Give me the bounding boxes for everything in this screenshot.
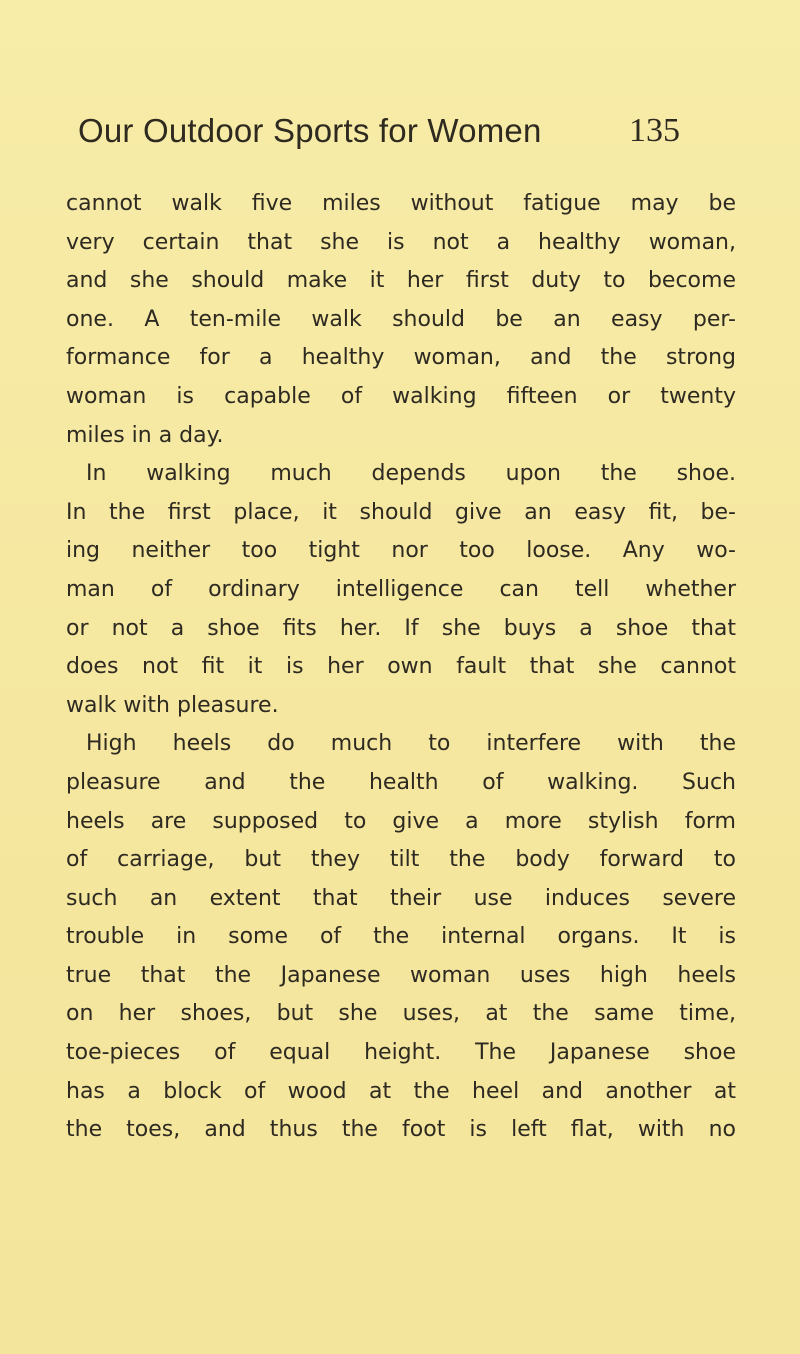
text-line: In walking much depends upon the shoe. (86, 461, 736, 487)
text-line: very certain that she is not a healthy woman, (66, 229, 736, 255)
text-line: such an extent that their use induces severe (66, 885, 736, 911)
text-line: miles in a day. (66, 422, 224, 448)
text-line: formance for a healthy woman, and the strong (66, 345, 736, 371)
page-number: 135 (629, 112, 680, 149)
text-line: woman is capable of walking fifteen or twenty (66, 383, 736, 409)
text-line: heels are supposed to give a more stylish form (66, 808, 736, 834)
text-line: In the first place, it should give an easy fit, be- (66, 499, 736, 525)
running-header (78, 112, 738, 164)
body-text (66, 185, 736, 1150)
text-line: trouble in some of the internal organs. It is (66, 924, 736, 950)
text-line: High heels do much to interfere with the (86, 731, 736, 757)
text-line: on her shoes, but she uses, at the same time, (66, 1001, 736, 1027)
text-line: ing neither too tight nor too loose. Any wo- (66, 538, 736, 564)
text-line: has a block of wood at the heel and another at (66, 1078, 736, 1104)
text-line: cannot walk five miles without fatigue may be (66, 191, 736, 216)
text-line: does not fit it is her own fault that she cannot (66, 654, 736, 680)
text-line: pleasure and the health of walking. Such (66, 769, 736, 795)
text-line: walk with pleasure. (66, 692, 279, 718)
text-line: one. A ten-mile walk should be an easy per- (66, 306, 736, 332)
text-line: the toes, and thus the foot is left flat, with no (66, 1117, 736, 1143)
running-title: Our Outdoor Sports for Women (78, 112, 542, 149)
text-line: true that the Japanese woman uses high heels (66, 962, 736, 988)
text-line: of carriage, but they tilt the body forward to (66, 847, 736, 873)
text-line: and she should make it her first duty to become (66, 268, 736, 294)
text-line: toe-pieces of equal height. The Japanese shoe (66, 1040, 736, 1066)
text-line: or not a shoe fits her. If she buys a shoe that (66, 615, 736, 641)
text-line: man of ordinary intelligence can tell whether (66, 576, 736, 602)
